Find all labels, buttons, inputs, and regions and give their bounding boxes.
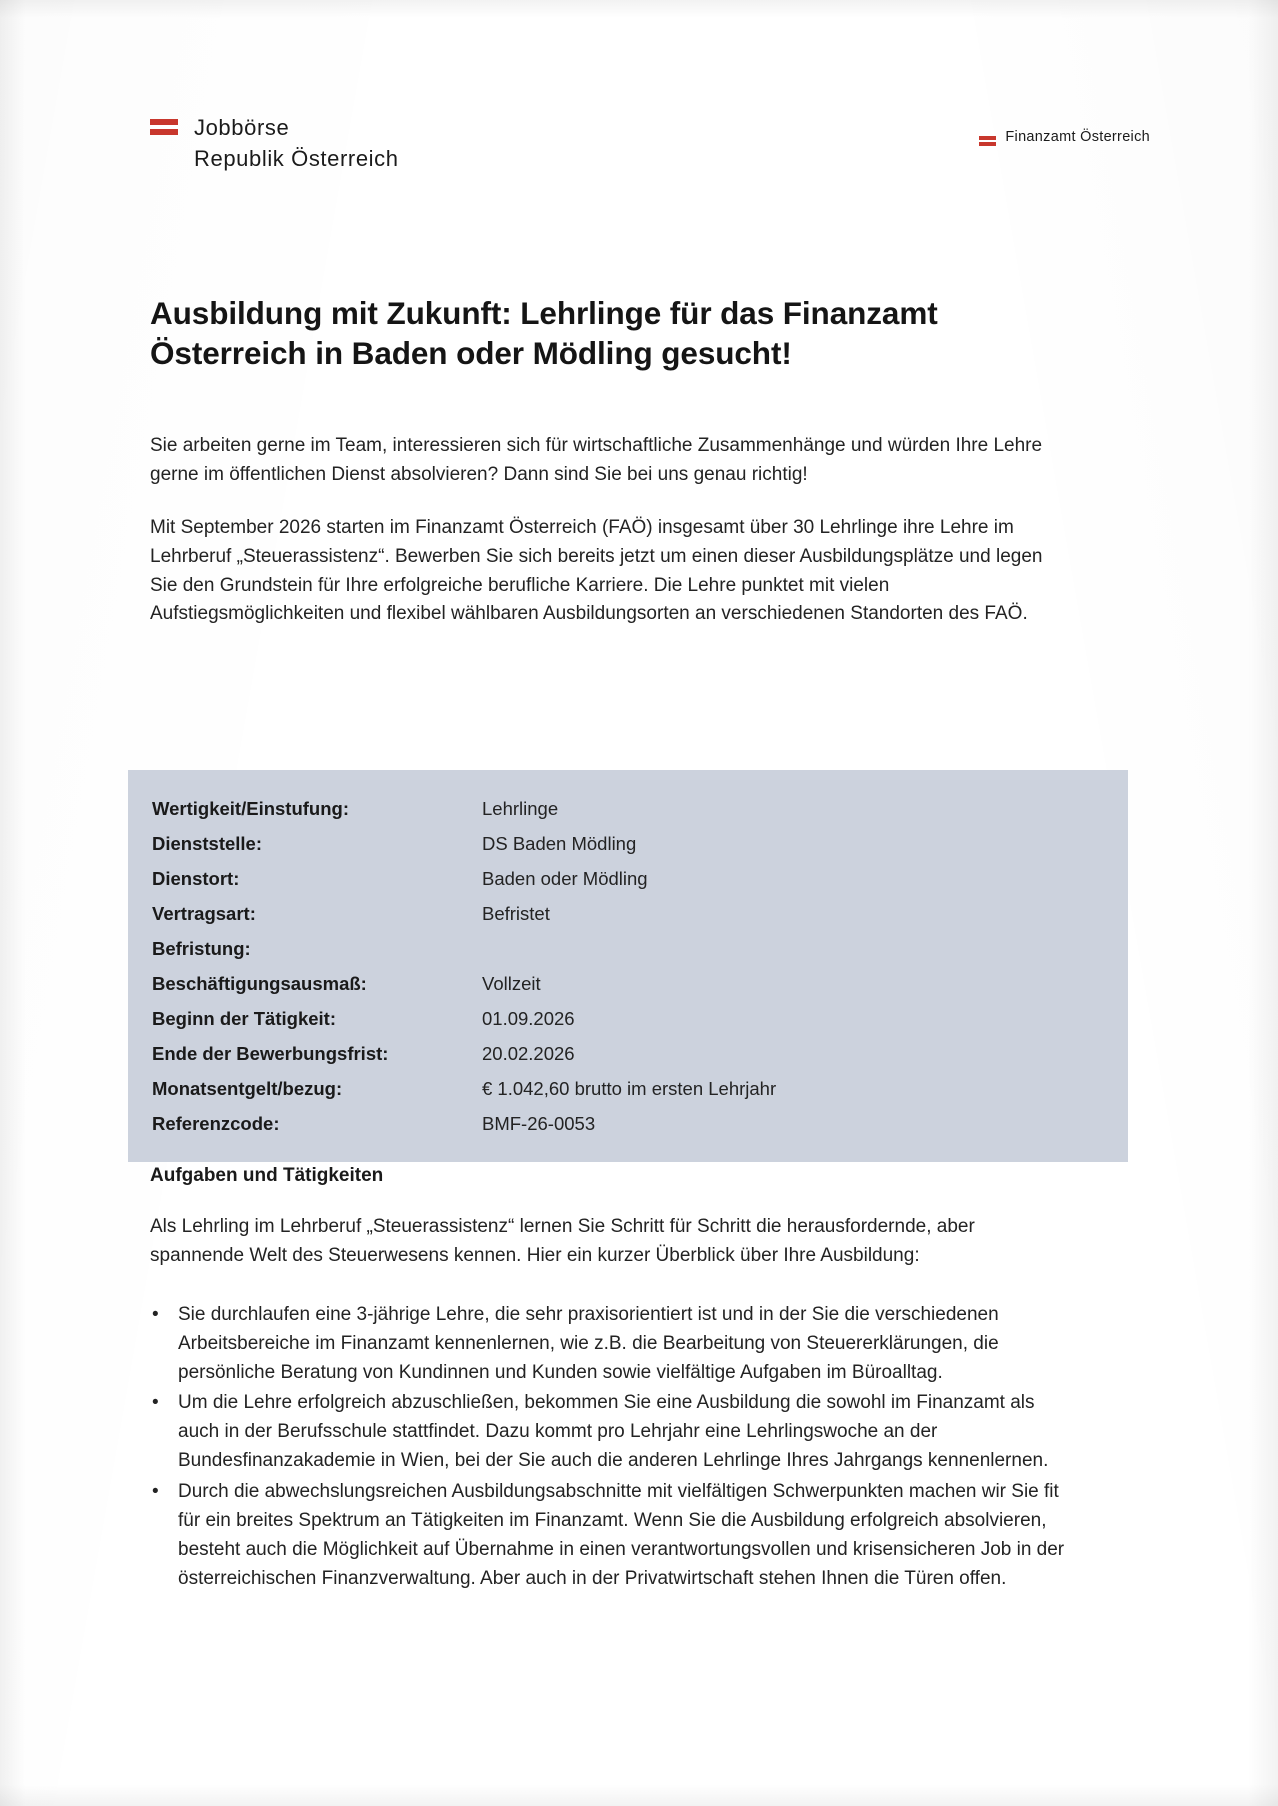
table-row-value: € 1.042,60 brutto im ersten Lehrjahr [482,1078,777,1099]
tasks-section [150,1165,1070,1596]
document-header [150,112,1150,174]
table-row-label: Ende der Bewerbungsfrist: [152,1043,389,1064]
scan-shadow-right [1248,0,1278,1806]
job-details-table [128,770,1128,1162]
scan-shadow-top [0,0,1278,18]
jobboerse-logo-line1: Jobbörse [194,115,290,140]
table-row-label: Befristung: [152,938,251,959]
table-row [152,792,1104,827]
table-row [152,932,1104,967]
jobboerse-logo-text [194,112,399,174]
table-row [152,1037,1104,1072]
table-row-label: Wertigkeit/Einstufung: [152,798,349,819]
tasks-heading: Aufgaben und Tätigkeiten [150,1165,384,1186]
bullet-marker-icon: • [152,1481,159,1502]
table-row-value: Lehrlinge [482,798,559,819]
intro-paragraph-2: Mit September 2026 starten im Finanzamt Österreich (FAÖ) insgesamt über 30 Lehrlinge ihre Lehre im Lehrberuf „Steuerassistenz“. Bewerben Sie sich bereits jetzt um einen dieser Ausbildungsplätze und legen Sie den Grundstein für Ihre erfolgreiche berufliche Karriere. Die Lehre punktet mit vielen Aufstiegsmöglichkeiten und flexibel wählbaren Ausbildungsorten an verschiedenen Standorten des FAÖ. [150,516,1043,625]
tasks-intro-paragraph: Als Lehrling im Lehrberuf „Steuerassistenz“ lernen Sie Schritt für Schritt die herausfordernde, aber spannende Welt des Steuerwesens kennen. Hier ein kurzer Überblick über Ihre Ausbildung: [150,1216,975,1266]
austria-flag-icon [150,119,178,135]
table-row-value: Baden oder Mödling [482,868,648,889]
scan-shadow-bottom [0,1784,1278,1806]
finanzamt-logo-label: Finanzamt Österreich [1005,129,1150,146]
table-row-value: DS Baden Mödling [482,833,637,854]
table-row-label: Beschäftigungsausmaß: [152,973,367,994]
finanzamt-logo [979,129,1150,146]
scan-shadow-left [0,0,26,1806]
table-row-value: BMF-26-0053 [482,1113,596,1134]
bullet-marker-icon: • [152,1303,159,1325]
table-row [152,1072,1104,1107]
table-row [152,1107,1104,1142]
table-row-label: Monatsentgelt/bezug: [152,1078,343,1099]
table-row-label: Referenzcode: [152,1113,280,1134]
list-item [150,1478,1070,1594]
table-row-label: Dienststelle: [152,833,263,854]
intro-section [150,432,1055,653]
table-row-label: Beginn der Tätigkeit: [152,1008,336,1029]
list-item-text: Durch die abwechslungsreichen Ausbildungsabschnitte mit vielfältigen Schwerpunkten machen wir Sie fit für ein breites Spektrum an Tätigkeiten im Finanzamt. Wenn Sie die Ausbildung erfolgreich absolvieren, besteht auch die Möglichkeit auf Übernahme in einen verantwortungsvollen und krisensicheren Job in der österreichischen Finanzverwaltung. Aber auch in der Privatwirtschaft stehen Ihnen die Türen offen. [178,1481,1065,1589]
table-row-label: Vertragsart: [152,903,256,924]
jobboerse-logo-line2: Republik Österreich [194,146,399,172]
jobboerse-logo [150,112,399,174]
page-title: Ausbildung mit Zukunft: Lehrlinge für das Finanzamt Österreich in Baden oder Mödling gesucht! [150,295,938,372]
list-item [150,1389,1070,1476]
bullet-marker-icon: • [152,1392,159,1414]
table-row-value: Befristet [482,903,550,924]
list-item-text: Um die Lehre erfolgreich abzuschließen, bekommen Sie eine Ausbildung die sowohl im Finanzamt als auch in der Berufsschule stattfindet. Dazu kommt pro Lehrjahr eine Lehrlingswoche an der Bundesfinanzakademie in Wien, bei der Sie auch die anderen Lehrlinge Ihres Jahrgangs kennenlernen. [178,1392,1049,1472]
table-row [152,967,1104,1002]
tasks-bullet-list [150,1301,1070,1594]
list-item [150,1301,1070,1388]
austria-flag-icon [979,136,996,146]
table-row [152,862,1104,897]
intro-paragraph-1: Sie arbeiten gerne im Team, interessieren sich für wirtschaftliche Zusammenhänge und würden Ihre Lehre gerne im öffentlichen Dienst absolvieren? Dann sind Sie bei uns genau richtig! [150,435,1043,485]
table-row-label: Dienstort: [152,868,240,889]
table-row [152,1002,1104,1037]
table-row-value: 20.02.2026 [482,1043,575,1064]
table-row-value: 01.09.2026 [482,1008,575,1029]
table-row-value: Vollzeit [482,973,541,994]
list-item-text: Sie durchlaufen eine 3-jährige Lehre, die sehr praxisorientiert ist und in der Sie die verschiedenen Arbeitsbereiche im Finanzamt kennenlernen, wie z.B. die Bearbeitung von Steuererklärungen, die persönliche Beratung von Kundinnen und Kunden sowie vielfältige Aufgaben im Büroalltag. [178,1303,999,1383]
table-row [152,897,1104,932]
table-row [152,827,1104,862]
